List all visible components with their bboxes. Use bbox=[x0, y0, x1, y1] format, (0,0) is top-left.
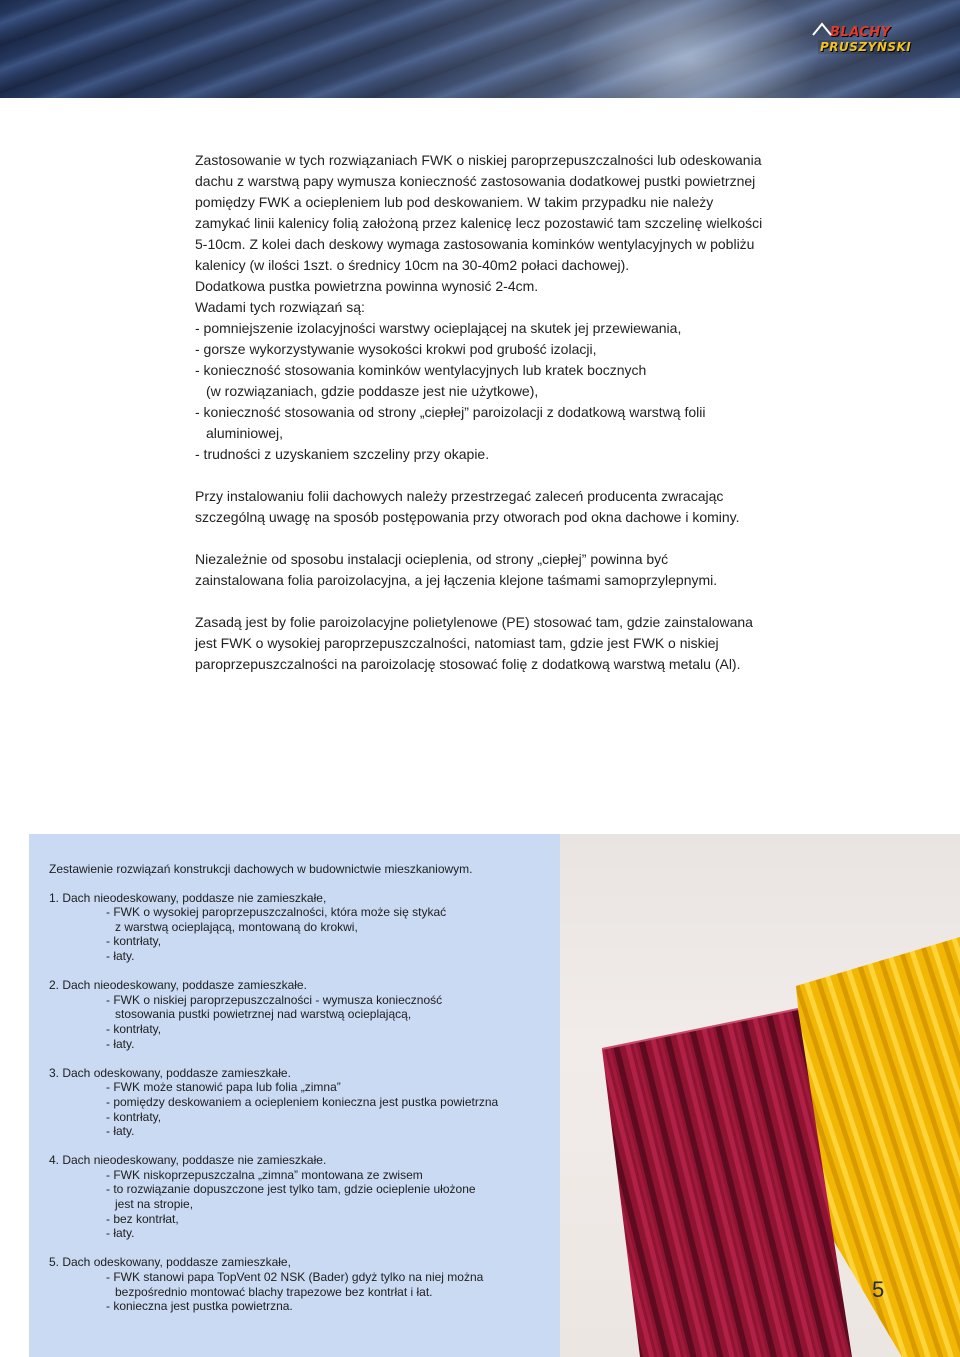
text-line: 5-10cm. Z kolei dach deskowy wymaga zastosowania kominków wentylacyjnych w pobliżu bbox=[195, 236, 755, 252]
panel-item-line: - łaty. bbox=[106, 1124, 135, 1139]
panel-item-line: - kontrłaty, bbox=[106, 1021, 162, 1036]
panel-item-line: - FWK o niskiej paroprzepuszczalności - wymusza konieczność bbox=[106, 992, 443, 1007]
panel-item-head: 5. Dach odeskowany, poddasze zamieszkałe, bbox=[49, 1255, 291, 1270]
panel-item-line: - FWK niskoprzepuszczalna „zimna” montowana ze zwisem bbox=[106, 1167, 423, 1182]
text-line: Zasadą jest by folie paroizolacyjne polietylenowe (PE) stosować tam, gdzie zainstalowana bbox=[195, 614, 753, 630]
roofing-sheets-photo bbox=[560, 834, 960, 1357]
roofing-sheets-illustration bbox=[560, 834, 960, 1357]
panel-item-line: - to rozwiązanie dopuszczone jest tylko tam, gdzie ocieplenie ułożone bbox=[106, 1182, 476, 1197]
panel-item-head: 1. Dach nieodeskowany, poddasze nie zamieszkałe, bbox=[49, 890, 327, 905]
panel-item-line: - bez kontrłat, bbox=[106, 1211, 179, 1226]
header-banner bbox=[0, 0, 960, 98]
paragraph-4 bbox=[195, 612, 795, 675]
list-item-continuation: aluminiowej, bbox=[206, 425, 284, 441]
text-line: Zastosowanie w tych rozwiązaniach FWK o niskiej paroprzepuszczalności lub odeskowania bbox=[195, 152, 762, 168]
panel-item-line: - łaty. bbox=[106, 1226, 135, 1241]
panel-item-line: - kontrłaty, bbox=[106, 1109, 162, 1124]
banner-highlight bbox=[560, 0, 820, 98]
list-item: - trudności z uzyskaniem szczeliny przy okapie. bbox=[195, 446, 490, 462]
panel-item-head: 3. Dach odeskowany, poddasze zamieszkałe. bbox=[49, 1065, 291, 1080]
panel-title: Zestawienie rozwiązań konstrukcji dachowych w budownictwie mieszkaniowym. bbox=[49, 862, 473, 876]
panel-item-line: jest na stropie, bbox=[115, 1197, 194, 1212]
panel-item-head: 4. Dach nieodeskowany, poddasze nie zamieszkałe. bbox=[49, 1153, 327, 1168]
main-text bbox=[195, 150, 795, 675]
panel-item-line: - konieczna jest pustka powietrzna. bbox=[106, 1299, 293, 1314]
text-line: pomiędzy FWK a ociepleniem lub pod deskowaniem. W takim przypadku nie należy bbox=[195, 194, 714, 210]
text-line: zamykać linii kalenicy folią założoną przez kalenicę lecz pozostawić tam szczelinę wielkości bbox=[195, 215, 763, 231]
list-item: - gorsze wykorzystywanie wysokości krokwi pod grubość izolacji, bbox=[195, 341, 597, 357]
panel-item-line: z warstwą ocieplającą, montowaną do krokwi, bbox=[115, 919, 358, 934]
text-line: paroprzepuszczalności na paroizolację stosować folię z dodatkową warstwą metalu (Al). bbox=[195, 656, 741, 672]
summary-panel-text bbox=[49, 862, 549, 1314]
panel-item-line: - łaty. bbox=[106, 948, 135, 963]
paragraph-2 bbox=[195, 486, 795, 528]
text-line: Niezależnie od sposobu instalacji ocieplenia, od strony „ciepłej” powinna być bbox=[195, 551, 669, 567]
panel-item-head: 2. Dach nieodeskowany, poddasze zamieszkałe. bbox=[49, 978, 307, 993]
list-item: - konieczność stosowania kominków wentylacyjnych lub kratek bocznych bbox=[195, 362, 647, 378]
panel-item-line: - FWK o wysokiej paroprzepuszczalności, która może się stykać bbox=[106, 905, 447, 920]
list-item-continuation: (w rozwiązaniach, gdzie poddasze jest nie użytkowe), bbox=[206, 383, 539, 399]
text-line: szczególną uwagę na sposób postępowania przy otworach pod okna dachowe i kominy. bbox=[195, 509, 740, 525]
panel-item-line: - kontrłaty, bbox=[106, 934, 162, 949]
panel-item-line: - łaty. bbox=[106, 1036, 135, 1051]
text-line: jest FWK o wysokiej paroprzepuszczalności, natomiast tam, gdzie jest FWK o niskiej bbox=[195, 635, 719, 651]
panel-item-line: - FWK może stanowić papa lub folia „zimna” bbox=[106, 1080, 341, 1095]
logo-line1: BLACHY bbox=[830, 25, 891, 40]
text-line: zainstalowana folia paroizolacyjna, a jej łączenia klejone taśmami samoprzylepnymi. bbox=[195, 572, 718, 588]
text-line: kalenicy (w ilości 1szt. o średnicy 10cm na 30-40m2 połaci dachowej). bbox=[195, 257, 630, 273]
roof-icon bbox=[812, 22, 832, 36]
page-number: 5 bbox=[872, 1277, 885, 1302]
logo-line2: PRUSZYŃSKI bbox=[820, 40, 912, 54]
company-logo bbox=[818, 25, 912, 58]
text-line: Przy instalowaniu folii dachowych należy przestrzegać zaleceń producenta zwracając bbox=[195, 488, 724, 504]
panel-item-line: - FWK stanowi papa TopVent 02 NSK (Bader) gdyż tylko na niej można bbox=[106, 1270, 484, 1285]
panel-item-line: - pomiędzy deskowaniem a ociepleniem konieczna jest pustka powietrzna bbox=[106, 1094, 499, 1109]
text-line: Dodatkowa pustka powietrzna powinna wynosić 2-4cm. bbox=[195, 278, 539, 294]
panel-item-line: stosowania pustki powietrznej nad warstwą ocieplającą, bbox=[115, 1007, 412, 1022]
text-line: dachu z warstwą papy wymusza konieczność zastosowania dodatkowej pustki powietrznej bbox=[195, 173, 756, 189]
list-item: - konieczność stosowania od strony „ciepłej” paroizolacji z dodatkową warstwą folii bbox=[195, 404, 706, 420]
paragraph-3 bbox=[195, 549, 795, 591]
panel-item-line: bezpośrednio montować blachy trapezowe bez kontrłat i łat. bbox=[115, 1284, 433, 1299]
text-line: Wadami tych rozwiązań są: bbox=[195, 299, 365, 315]
list-item: - pomniejszenie izolacyjności warstwy ocieplającej na skutek jej przewiewania, bbox=[195, 320, 682, 336]
paragraph-1 bbox=[195, 150, 795, 465]
